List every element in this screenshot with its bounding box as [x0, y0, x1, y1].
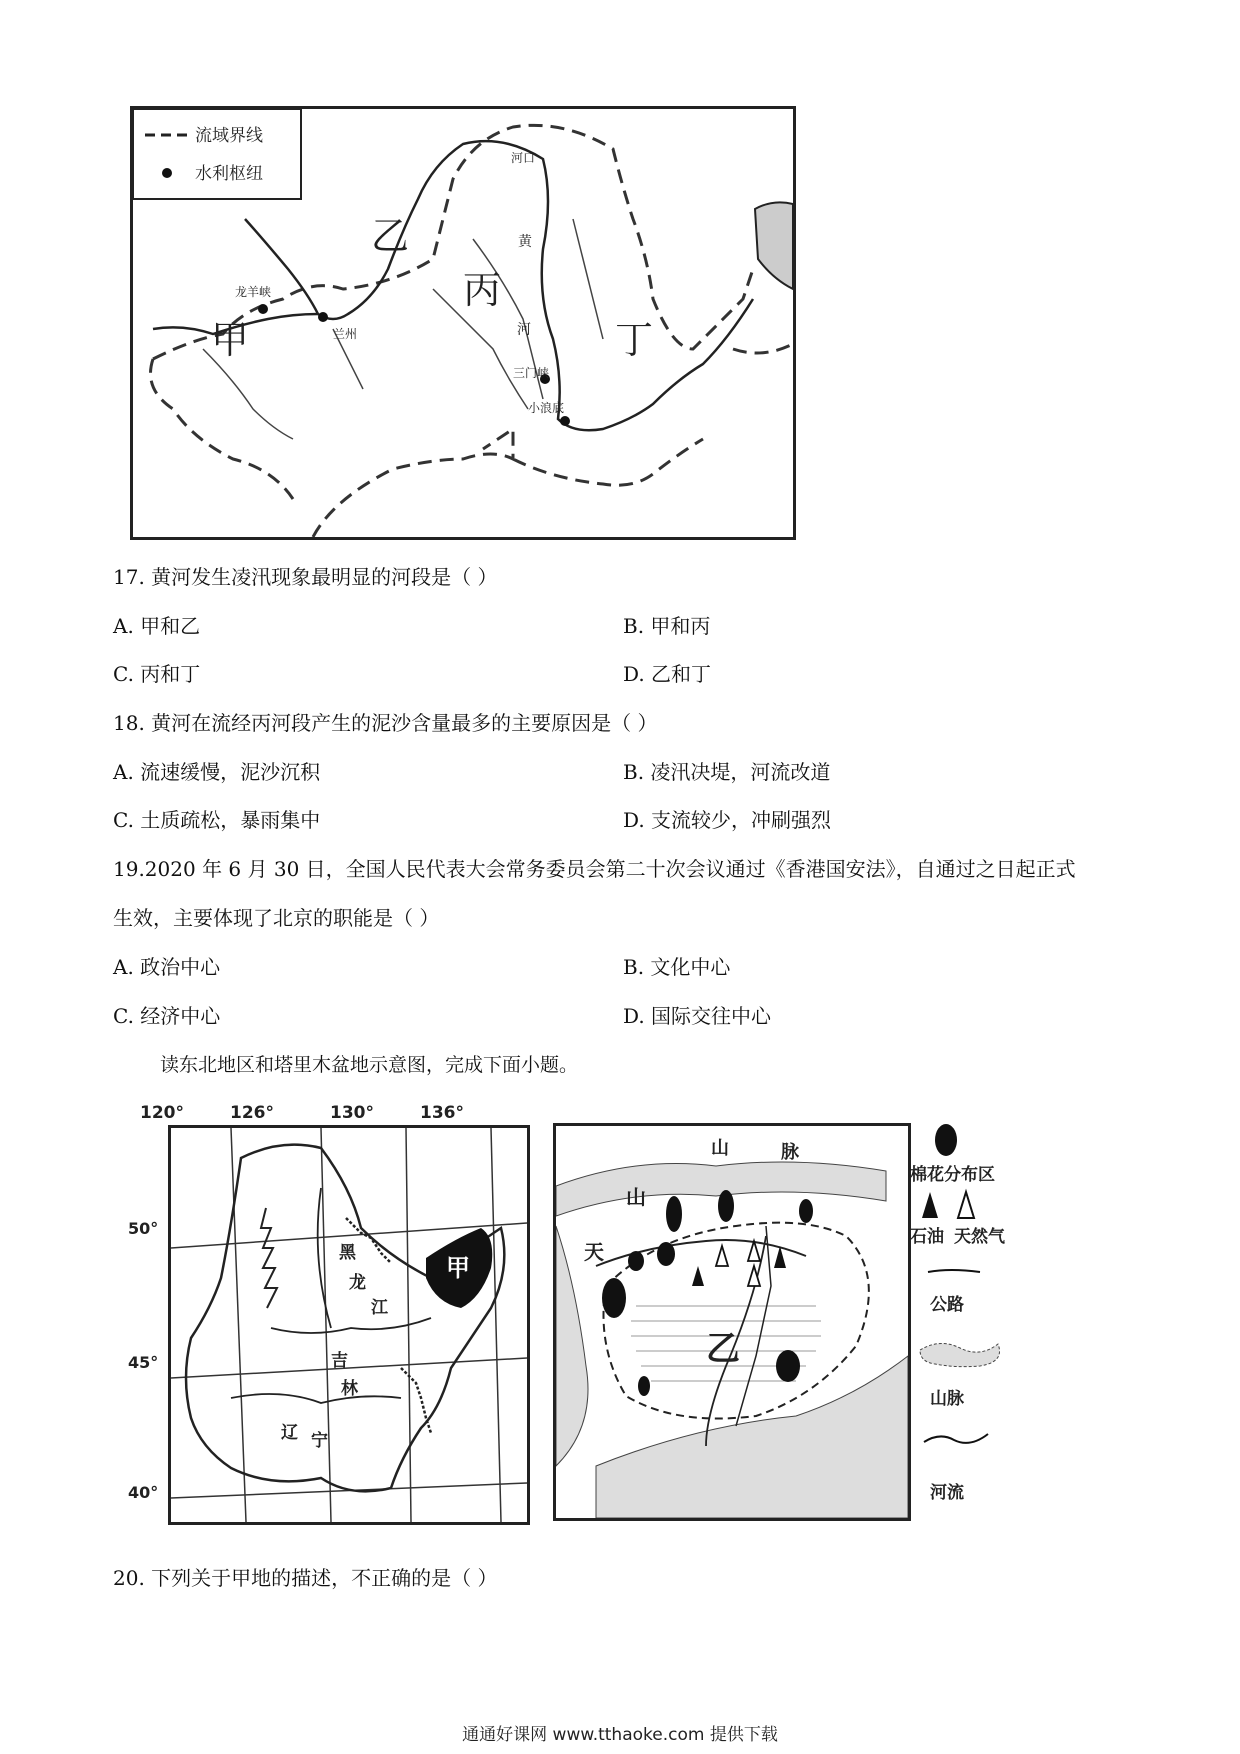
q18-option-a[interactable]: A. 流速缓慢，泥沙沉积	[113, 760, 321, 784]
lon-136: 136°	[420, 1103, 464, 1123]
tarim-label-shan: 山	[626, 1185, 646, 1209]
label-jia: 甲	[211, 318, 250, 362]
q17-option-b[interactable]: B. 甲和丙	[623, 614, 711, 638]
page-footer: 通通好课网 www.tthaoke.com 提供下载	[462, 1725, 778, 1745]
northeast-map-drawing	[171, 1128, 527, 1522]
label-yi: 乙	[371, 214, 410, 258]
q19-option-a[interactable]: A. 政治中心	[113, 955, 221, 979]
question-18: 18. 黄河在流经丙河段产生的泥沙含量最多的主要原因是（ ）	[113, 711, 658, 735]
q18-option-c[interactable]: C. 土质疏松，暴雨集中	[113, 808, 321, 832]
ne-label-jiang: 江	[371, 1298, 388, 1318]
label-bing: 丙	[463, 268, 502, 312]
legend-boundary-label: 流域界线	[195, 126, 263, 146]
question-17: 17. 黄河发生凌汛现象最明显的河段是（ ）	[113, 565, 498, 589]
q17-option-c[interactable]: C. 丙和丁	[113, 662, 201, 686]
lat-50: 50°	[128, 1219, 159, 1238]
northeast-map-area	[120, 1103, 540, 1523]
tarim-label-yi: 乙	[706, 1329, 740, 1369]
lon-130: 130°	[330, 1103, 374, 1123]
tarim-label-shan2: 山	[711, 1138, 729, 1159]
q18-option-d[interactable]: D. 支流较少，冲刷强烈	[623, 808, 832, 832]
label-sanmenxia: 三门峡	[513, 366, 550, 380]
legend-oil: 石油	[910, 1227, 944, 1247]
ne-label-lin: 林	[341, 1379, 358, 1399]
legend-gas: 天然气	[954, 1227, 1005, 1247]
ne-label-ning: 宁	[311, 1431, 328, 1451]
ne-label-hei: 黑	[339, 1243, 356, 1263]
legend-mountain: 山脉	[930, 1389, 964, 1409]
q17-option-a[interactable]: A. 甲和乙	[113, 614, 201, 638]
intro-text: 读东北地区和塔里木盆地示意图，完成下面小题。	[160, 1054, 579, 1076]
legend-road: 公路	[930, 1295, 964, 1315]
tarim-label-mai: 脉	[781, 1142, 799, 1163]
label-ding: 丁	[615, 318, 654, 362]
lon-126: 126°	[230, 1103, 274, 1123]
tarim-legend	[910, 1122, 1020, 1522]
label-he: 河	[517, 322, 531, 338]
question-20: 20. 下列关于甲地的描述，不正确的是（ ）	[113, 1566, 498, 1590]
ne-label-liao: 辽	[281, 1423, 298, 1443]
q18-option-b[interactable]: B. 凌汛决堤，河流改道	[623, 760, 831, 784]
ne-label-long: 龙	[349, 1273, 366, 1293]
label-lanzhou: 兰州	[333, 327, 358, 341]
lat-45: 45°	[128, 1353, 159, 1372]
legend-dam-label: 水利枢纽	[195, 164, 263, 184]
q19-option-b[interactable]: B. 文化中心	[623, 955, 731, 979]
q19-option-c[interactable]: C. 经济中心	[113, 1004, 221, 1028]
legend-cotton: 棉花分布区	[910, 1165, 995, 1185]
legend-river: 河流	[930, 1483, 964, 1503]
label-longyangxia: 龙羊峡	[235, 285, 272, 299]
tarim-map	[553, 1123, 911, 1521]
label-huang: 黄	[518, 234, 532, 250]
tarim-label-tian: 天	[584, 1240, 604, 1264]
yellow-river-map	[130, 106, 796, 540]
label-xiaolangdi: 小浪底	[528, 401, 565, 415]
q17-option-d[interactable]: D. 乙和丁	[623, 662, 712, 686]
q19-option-d[interactable]: D. 国际交往中心	[623, 1004, 772, 1028]
northeast-map	[168, 1125, 530, 1525]
ne-label-ji: 吉	[331, 1351, 348, 1371]
ne-label-jia: 甲	[446, 1254, 470, 1282]
label-hekou: 河口	[511, 151, 536, 165]
question-19-line2: 生效，主要体现了北京的职能是（ ）	[113, 906, 440, 930]
question-19-line1: 19.2020 年 6 月 30 日，全国人民代表大会常务委员会第二十次会议通过《香港国安法》，自通过之日起正式	[113, 857, 1076, 881]
lat-40: 40°	[128, 1483, 159, 1502]
lon-120: 120°	[140, 1103, 184, 1123]
